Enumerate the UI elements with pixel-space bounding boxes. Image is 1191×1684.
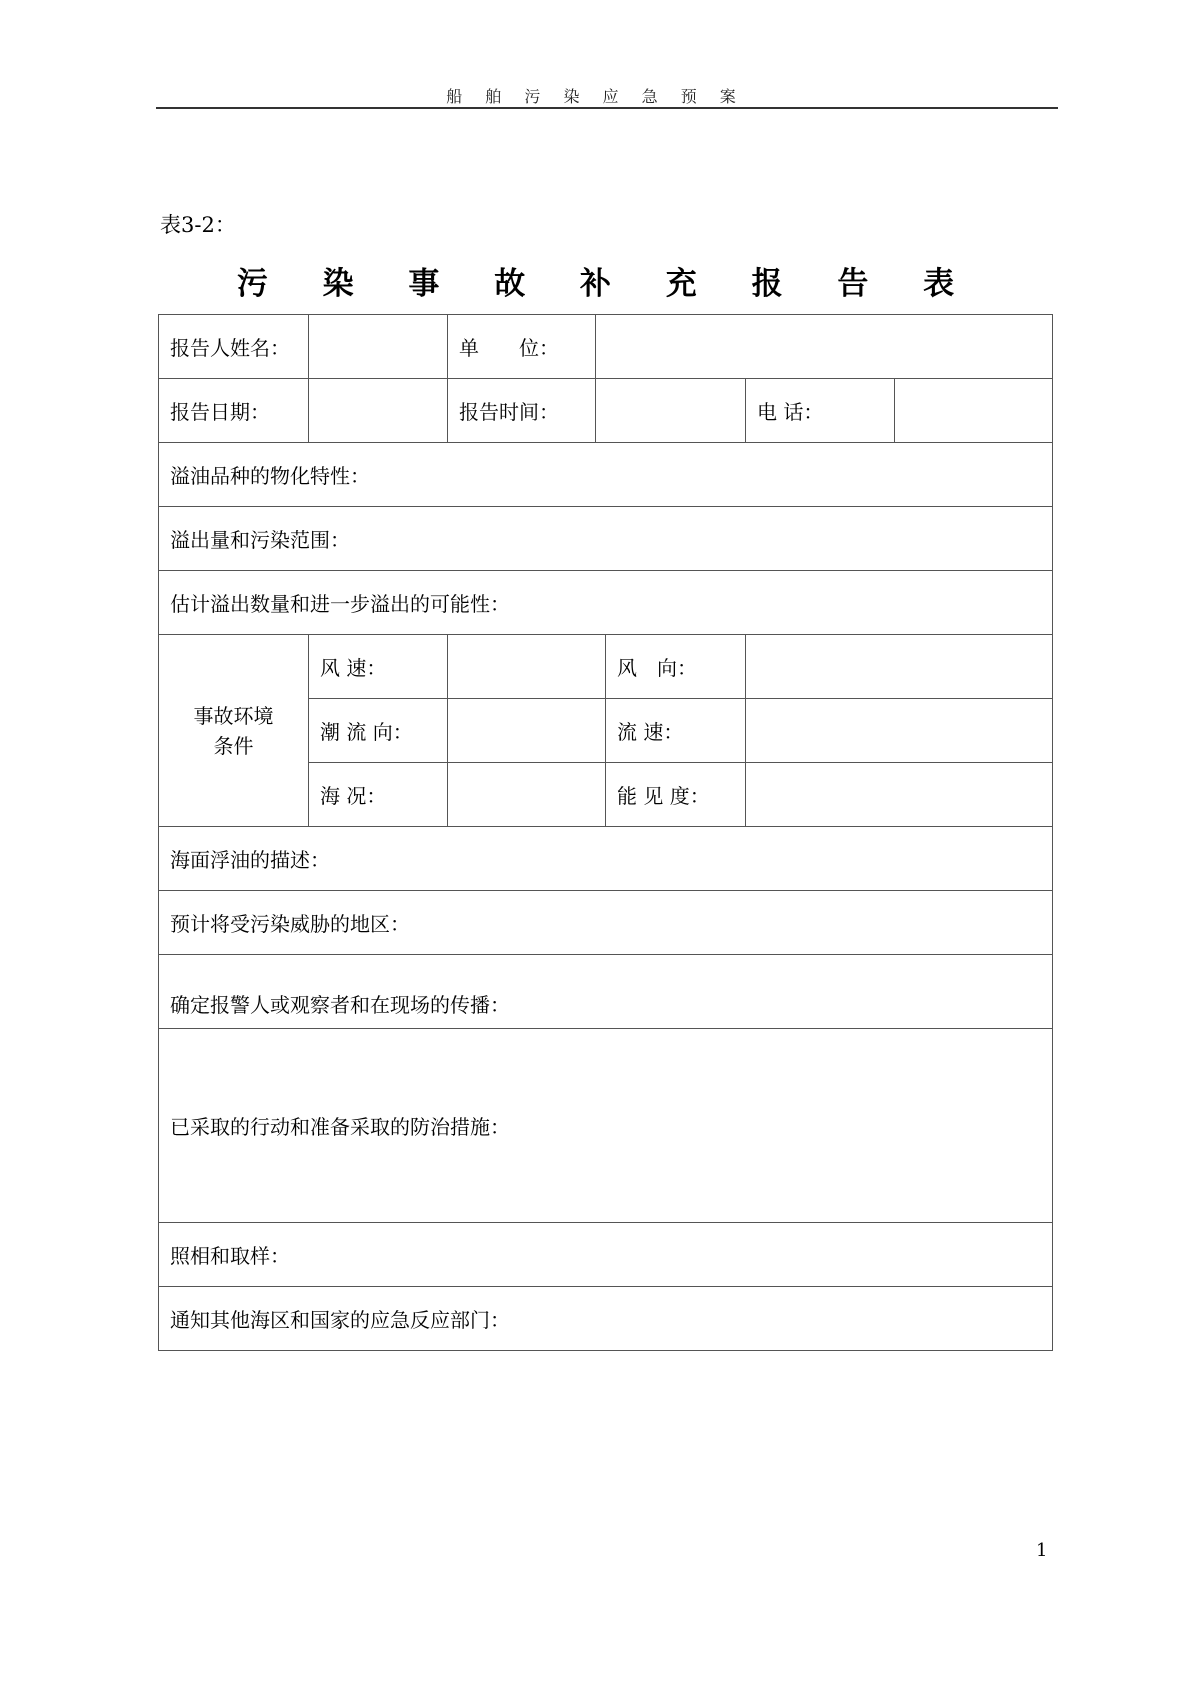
observer-field[interactable]: 确定报警人或观察者和在现场的传播： — [159, 955, 1053, 1029]
wind-speed-field[interactable] — [448, 635, 606, 699]
sea-state-label: 海 况： — [309, 763, 448, 827]
row-slick — [159, 827, 1053, 891]
notify-field[interactable]: 通知其他海区和国家的应急反应部门： — [159, 1287, 1053, 1351]
sea-state-field[interactable] — [448, 763, 606, 827]
report-date-field[interactable] — [309, 379, 448, 443]
current-speed-field[interactable] — [746, 699, 1053, 763]
row-wind — [159, 635, 1053, 699]
page-number: 1 — [1036, 1540, 1048, 1561]
measures-field[interactable]: 已采取的行动和准备采取的防治措施： — [159, 1029, 1053, 1223]
table-number: 表3-2： — [160, 213, 236, 237]
row-measures — [159, 1029, 1053, 1223]
unit-field[interactable] — [596, 315, 1053, 379]
estimate-field[interactable]: 估计溢出数量和进一步溢出的可能性： — [159, 571, 1053, 635]
oil-properties-field[interactable]: 溢油品种的物化特性： — [159, 443, 1053, 507]
wind-direction-label: 风 向： — [606, 635, 746, 699]
visibility-field[interactable] — [746, 763, 1053, 827]
photo-sampling-field[interactable]: 照相和取样： — [159, 1223, 1053, 1287]
row-reporter — [159, 315, 1053, 379]
visibility-label: 能 见 度： — [606, 763, 746, 827]
report-date-label: 报告日期： — [159, 379, 309, 443]
row-threatened — [159, 891, 1053, 955]
row-estimate — [159, 571, 1053, 635]
environment-heading-line1: 事故环境 — [193, 703, 274, 728]
row-notify — [159, 1287, 1053, 1351]
report-time-label: 报告时间： — [448, 379, 596, 443]
row-photo — [159, 1223, 1053, 1287]
row-spill-amount — [159, 507, 1053, 571]
row-oil-properties — [159, 443, 1053, 507]
running-header: 船 舶 污 染 应 急 预 案 — [446, 87, 745, 106]
spill-amount-field[interactable]: 溢出量和污染范围： — [159, 507, 1053, 571]
threatened-area-field[interactable]: 预计将受污染威胁的地区： — [159, 891, 1053, 955]
row-observer — [159, 955, 1053, 1029]
report-time-field[interactable] — [596, 379, 746, 443]
environment-heading-line2: 条件 — [213, 733, 254, 758]
wind-speed-label: 风 速： — [309, 635, 448, 699]
form-title: 污 染 事 故 补 充 报 告 表 — [236, 266, 977, 302]
row-date-time — [159, 379, 1053, 443]
phone-label: 电 话： — [746, 379, 895, 443]
reporter-name-label: 报告人姓名： — [159, 315, 309, 379]
reporter-name-field[interactable] — [309, 315, 448, 379]
unit-label: 单 位： — [448, 315, 596, 379]
slick-description-field[interactable]: 海面浮油的描述： — [159, 827, 1053, 891]
supplementary-report-form — [158, 314, 1053, 1351]
header-rule — [156, 107, 1058, 109]
tide-direction-field[interactable] — [448, 699, 606, 763]
environment-heading — [159, 635, 309, 827]
wind-direction-field[interactable] — [746, 635, 1053, 699]
tide-direction-label: 潮 流 向： — [309, 699, 448, 763]
current-speed-label: 流 速： — [606, 699, 746, 763]
phone-field[interactable] — [895, 379, 1053, 443]
